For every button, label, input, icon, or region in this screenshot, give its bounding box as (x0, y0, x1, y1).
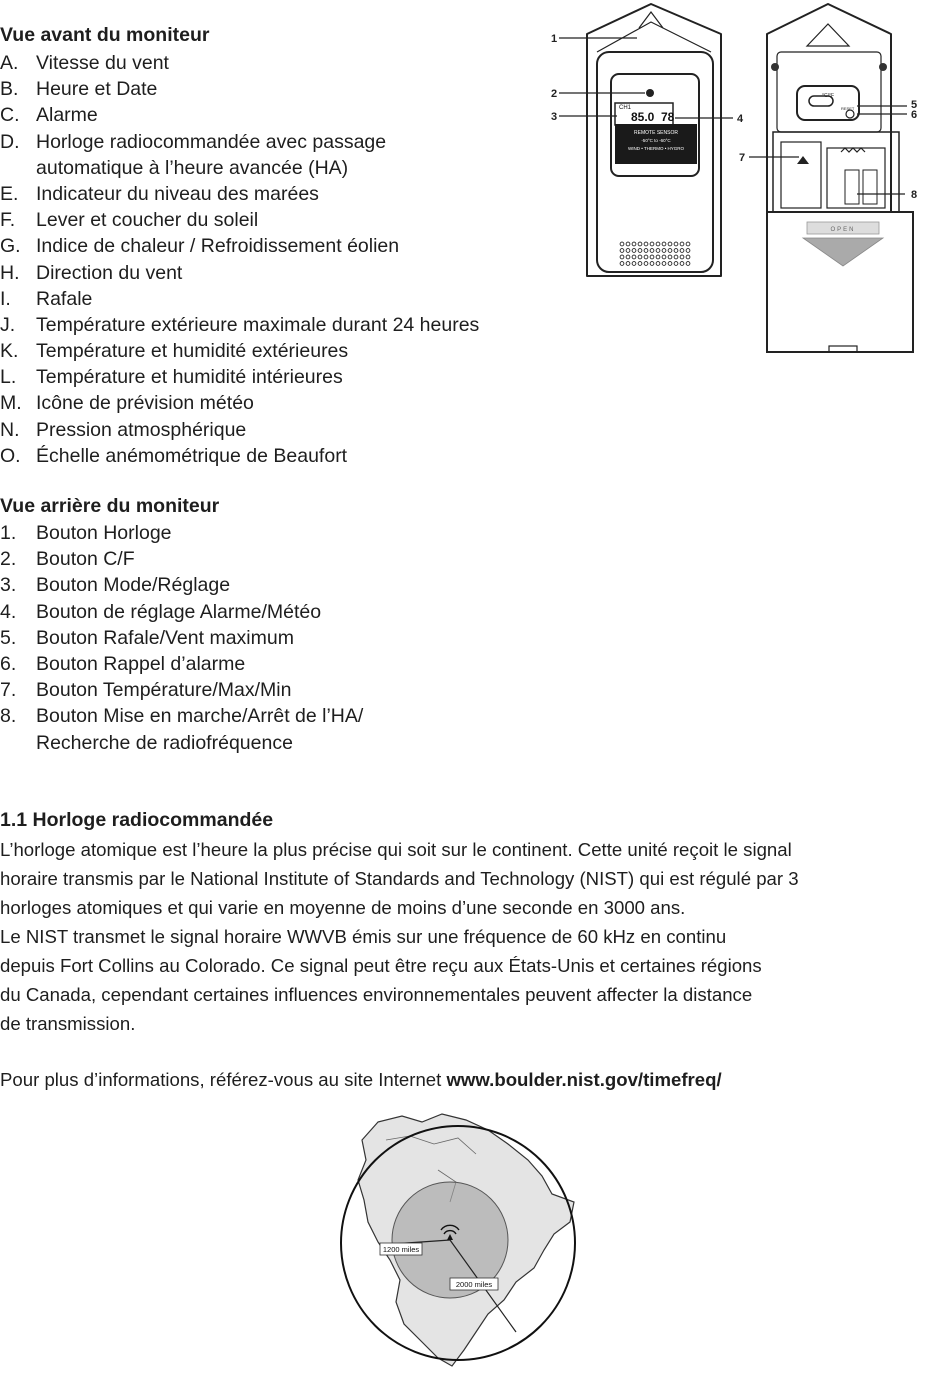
callout-8: 8 (911, 189, 918, 201)
list-marker: M. (0, 392, 22, 415)
list-marker: H. (0, 261, 20, 284)
speaker-hole (686, 249, 690, 253)
list-item-text: Horloge radiocommandée avec passage automatique à l’heure avancée (HA) (36, 130, 387, 179)
list-item-text: Bouton Mode/Réglage (36, 574, 231, 597)
list-item (0, 546, 436, 572)
list-item (0, 102, 479, 128)
speaker-hole (656, 242, 660, 246)
speaker-hole (662, 262, 666, 266)
list-item-text: Bouton Horloge (36, 522, 172, 544)
info-paragraph (0, 1065, 926, 1094)
list-item (0, 703, 436, 755)
list-marker: A. (0, 52, 19, 74)
speaker-hole (620, 262, 624, 266)
speaker-hole (644, 255, 648, 259)
reset-label: RESET (841, 106, 855, 111)
list-marker: N. (0, 418, 20, 441)
list-item-text: Indice de chaleur / Refroidissement éolien (36, 235, 400, 258)
label-1200-miles: 1200 miles (382, 1245, 420, 1254)
speaker-hole (686, 255, 690, 259)
speaker-hole (668, 255, 672, 259)
back-view-list (0, 520, 436, 756)
speaker-hole (674, 242, 678, 246)
paragraph-line: horloges atomiques et qui varie en moyenne de moins d’une seconde en 3000 ans. (0, 897, 686, 918)
speaker-hole (626, 242, 630, 246)
list-item (0, 572, 436, 598)
speaker-hole (674, 255, 678, 259)
speaker-hole (668, 242, 672, 246)
speaker-hole (632, 249, 636, 253)
speaker-hole (620, 242, 624, 246)
list-item-text: Bouton Rafale/Vent maximum (36, 626, 294, 649)
list-item (0, 129, 436, 181)
speaker-hole (626, 255, 630, 259)
list-marker: O. (0, 444, 21, 467)
speaker-hole (674, 262, 678, 266)
list-item-text: Échelle anémométrique de Beaufort (36, 444, 348, 467)
reset-button[interactable] (846, 110, 854, 118)
list-item (0, 390, 479, 416)
list-item-text: Lever et coucher du soleil (36, 209, 259, 232)
sensor-led-icon (646, 89, 654, 97)
battery-spring-icon (841, 148, 865, 152)
speaker-hole (656, 249, 660, 253)
screen-label-2: -50°C to -60°C (641, 138, 671, 143)
open-label: OPEN (830, 227, 856, 233)
battery-icon (863, 170, 877, 204)
speaker-hole (620, 255, 624, 259)
speaker-hole (650, 249, 654, 253)
screen-label-1: REMOTE SENSOR (634, 130, 678, 136)
list-marker: 3. (0, 574, 17, 597)
speaker-hole (626, 262, 630, 266)
front-view-heading: Vue avant du moniteur (0, 24, 210, 46)
list-item-text: Indicateur du niveau des marées (36, 182, 319, 205)
monitor-diagram (545, 0, 926, 360)
list-item-text: Icône de prévision météo (36, 392, 254, 415)
list-item-text: Rafale (36, 287, 93, 310)
list-item (0, 181, 479, 207)
list-item (0, 520, 436, 546)
list-marker: 8. (0, 705, 17, 728)
list-item (0, 599, 436, 625)
list-item (0, 364, 479, 390)
list-item (0, 443, 479, 469)
list-item (0, 260, 479, 286)
list-item (0, 286, 479, 312)
list-marker: 6. (0, 652, 17, 675)
callout-1: 1 (551, 33, 558, 45)
speaker-hole (686, 242, 690, 246)
list-marker: L. (0, 366, 17, 389)
speaker-hole (632, 255, 636, 259)
screw-hole-icon (771, 63, 779, 71)
speaker-hole (650, 255, 654, 259)
list-item (0, 312, 479, 338)
list-item (0, 76, 479, 102)
speaker-grille (620, 242, 690, 265)
paragraph-line: de transmission. (0, 1013, 136, 1034)
list-marker: K. (0, 340, 19, 363)
list-item-text: Température et humidité extérieures (36, 340, 349, 363)
list-marker: E. (0, 182, 19, 205)
list-item-text: Heure et Date (36, 78, 158, 101)
screen-reading: 85.0 (631, 110, 655, 124)
list-item-text: Alarme (36, 104, 98, 127)
screen-label-3: WIND • THERMO • HYGRO (627, 146, 685, 151)
speaker-hole (656, 255, 660, 259)
list-item (0, 417, 479, 443)
speaker-hole (668, 249, 672, 253)
list-item-text: Bouton C/F (36, 548, 135, 571)
list-marker: I. (0, 287, 11, 310)
speaker-hole (680, 255, 684, 259)
callout-4: 4 (737, 113, 744, 125)
speaker-hole (632, 242, 636, 246)
speaker-hole (638, 255, 642, 259)
speaker-hole (668, 262, 672, 266)
list-item (0, 677, 436, 703)
label-2000-miles: 2000 miles (455, 1280, 493, 1289)
list-item (0, 233, 479, 259)
battery-icon (845, 170, 859, 204)
speaker-hole (620, 249, 624, 253)
speaker-hole (662, 249, 666, 253)
speaker-hole (662, 242, 666, 246)
list-marker: D. (0, 130, 20, 153)
list-marker: J. (0, 313, 16, 336)
speaker-hole (638, 249, 642, 253)
screen-reading-2: 78 (661, 110, 675, 124)
list-item-text: Bouton de réglage Alarme/Météo (36, 600, 322, 623)
speaker-hole (680, 262, 684, 266)
callout-3: 3 (551, 111, 558, 123)
speaker-hole (680, 242, 684, 246)
paragraph-line: L’horloge atomique est l’heure la plus précise qui soit sur le continent. Cette unité reçoit le signal (0, 839, 792, 860)
list-marker: 2. (0, 548, 17, 571)
list-marker: C. (0, 104, 20, 127)
info-text: Pour plus d’informations, référez-vous au site Internet (0, 1069, 447, 1090)
list-marker: G. (0, 235, 21, 258)
list-item (0, 50, 479, 76)
section-paragraph (0, 835, 926, 1038)
callout-5: 5 (911, 99, 918, 111)
paragraph-line: Le NIST transmet le signal horaire WWVB émis sur une fréquence de 60 kHz en continu (0, 926, 727, 947)
speaker-hole (662, 255, 666, 259)
list-item (0, 651, 436, 677)
speaker-hole (644, 262, 648, 266)
section-heading: 1.1 Horloge radiocommandée (0, 809, 274, 831)
list-item-text: Bouton Rappel d’alarme (36, 652, 246, 675)
callout-7: 7 (739, 152, 746, 164)
list-marker: 1. (0, 522, 17, 544)
nist-url-link[interactable]: www.boulder.nist.gov/timefreq/ (446, 1069, 722, 1090)
screw-hole-icon (879, 63, 887, 71)
list-item-text: Vitesse du vent (36, 52, 169, 74)
list-item-text: Température et humidité intérieures (36, 366, 343, 389)
speaker-hole (644, 242, 648, 246)
list-item (0, 625, 436, 651)
list-marker: 7. (0, 679, 17, 702)
list-item-text: Bouton Température/Max/Min (36, 679, 292, 702)
speaker-hole (656, 262, 660, 266)
screen-tag: CH1 (619, 105, 632, 111)
back-device (767, 4, 913, 352)
callout-6: 6 (911, 109, 918, 121)
coverage-map (338, 1110, 588, 1375)
list-item-text: Pression atmosphérique (36, 418, 247, 441)
cf-label: °C/°F (821, 93, 835, 99)
speaker-hole (674, 249, 678, 253)
list-marker: F. (0, 209, 16, 232)
list-marker: B. (0, 78, 19, 101)
list-item-text: Température extérieure maximale durant 24 heures (36, 313, 480, 336)
speaker-hole (644, 249, 648, 253)
front-view-list (0, 50, 479, 469)
speaker-hole (632, 262, 636, 266)
paragraph-line: du Canada, cependant certaines influences environnementales peuvent affecter la distance (0, 984, 753, 1005)
speaker-hole (638, 262, 642, 266)
speaker-hole (650, 242, 654, 246)
list-marker: 5. (0, 626, 17, 649)
speaker-hole (686, 262, 690, 266)
paragraph-line: horaire transmis par le National Institute of Standards and Technology (NIST) qui est régulé par 3 (0, 868, 799, 889)
back-view-heading: Vue arrière du moniteur (0, 495, 220, 517)
speaker-hole (638, 242, 642, 246)
speaker-hole (626, 249, 630, 253)
list-item (0, 338, 479, 364)
callout-2: 2 (551, 88, 558, 100)
speaker-hole (650, 262, 654, 266)
speaker-hole (680, 249, 684, 253)
list-marker: 4. (0, 600, 17, 623)
paragraph-line: depuis Fort Collins au Colorado. Ce signal peut être reçu aux États-Unis et certaines régions (0, 955, 762, 976)
list-item-text: Direction du vent (36, 261, 183, 284)
list-item-text: Bouton Mise en marche/Arrêt de l’HA/ Recherche de radiofréquence (36, 705, 364, 754)
list-item (0, 207, 479, 233)
